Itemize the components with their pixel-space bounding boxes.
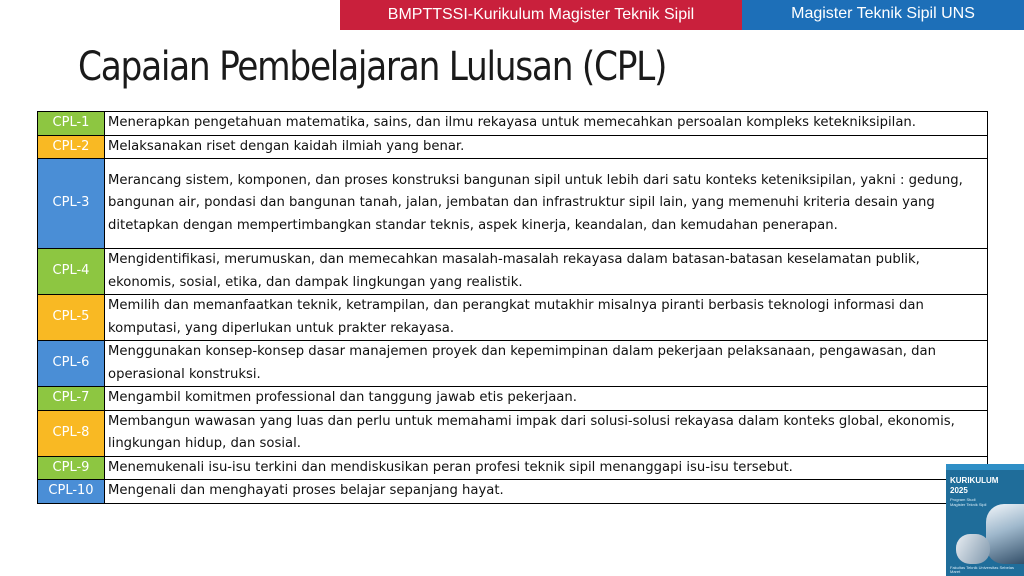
cpl-code: CPL-6 — [38, 341, 105, 387]
table-row — [38, 295, 988, 341]
cpl-description: Memilih dan memanfaatkan teknik, ketrampilan, dan perangkat mutakhir misalnya piranti berbasis teknologi informasi dan komputasi, yang diperlukan untuk prakter rekayasa. — [105, 295, 988, 341]
table-row — [38, 456, 988, 480]
table-row — [38, 249, 988, 295]
cover-title: KURIKULUM — [950, 476, 999, 485]
cpl-description: Menemukenali isu-isu terkini dan mendiskusikan peran profesi teknik sipil menanggapi isu-isu tersebut. — [105, 456, 988, 480]
cpl-description: Merancang sistem, komponen, dan proses konstruksi bangunan sipil untuk lebih dari satu konteks keteniksipilan, yakni : gedung, bangunan air, pondasi dan bangunan tanah, jalan, jembatan dan infrastruktur sipil lain, yang memenuhi kriteria desain yang ditetapkan dengan mempertimbangkan standar teknis, aspek kinerja, keandalan, dan kemudahan penerapan. — [105, 159, 988, 249]
cpl-code: CPL-1 — [38, 112, 105, 136]
program-banner: Magister Teknik Sipil UNS — [742, 0, 1024, 30]
cpl-description: Mengenali dan menghayati proses belajar sepanjang hayat. — [105, 480, 988, 504]
cpl-code: CPL-10 — [38, 480, 105, 504]
cpl-code: CPL-4 — [38, 249, 105, 295]
cpl-description: Membangun wawasan yang luas dan perlu untuk memahami impak dari solusi-solusi rekayasa dalam konteks global, ekonomis, lingkungan hidup, dan sosial. — [105, 410, 988, 456]
cpl-description: Menerapkan pengetahuan matematika, sains, dan ilmu rekayasa untuk memecahkan persoalan kompleks ketekniksipilan. — [105, 112, 988, 136]
cover-footer: Fakultas Teknik Universitas Sebelas Maret — [950, 565, 1014, 574]
table-row — [38, 135, 988, 159]
cpl-code: CPL-5 — [38, 295, 105, 341]
cpl-description: Menggunakan konsep-konsep dasar manajemen proyek dan kepemimpinan dalam pekerjaan pelaksanaan, pengawasan, dan operasional konstruksi. — [105, 341, 988, 387]
cover-subtitle: Program Studi Magister Teknik Sipil — [950, 497, 987, 507]
page-title: Capaian Pembelajaran Lulusan (CPL) — [78, 44, 667, 90]
cover-photo-secondary — [956, 534, 990, 564]
cpl-description: Mengidentifikasi, merumuskan, dan memecahkan masalah-masalah rekayasa dalam batasan-batasan keselamatan publik, ekonomis, sosial, etika, dan dampak lingkungan yang realistik. — [105, 249, 988, 295]
cpl-description: Melaksanakan riset dengan kaidah ilmiah yang benar. — [105, 135, 988, 159]
course-banner: BMPTTSSI-Kurikulum Magister Teknik Sipil — [340, 0, 742, 30]
cover-year: 2025 — [950, 486, 968, 495]
table-row — [38, 480, 988, 504]
curriculum-cover-thumbnail — [946, 464, 1024, 576]
table-row — [38, 159, 988, 249]
cpl-description: Mengambil komitmen professional dan tanggung jawab etis pekerjaan. — [105, 387, 988, 411]
cpl-code: CPL-2 — [38, 135, 105, 159]
cpl-code: CPL-8 — [38, 410, 105, 456]
table-row — [38, 387, 988, 411]
table-row — [38, 112, 988, 136]
cpl-code: CPL-9 — [38, 456, 105, 480]
cpl-code: CPL-7 — [38, 387, 105, 411]
cover-photo — [986, 504, 1024, 564]
cover-stripe — [946, 464, 1024, 470]
table-row — [38, 410, 988, 456]
cpl-code: CPL-3 — [38, 159, 105, 249]
table-row — [38, 341, 988, 387]
cpl-table — [37, 111, 988, 504]
